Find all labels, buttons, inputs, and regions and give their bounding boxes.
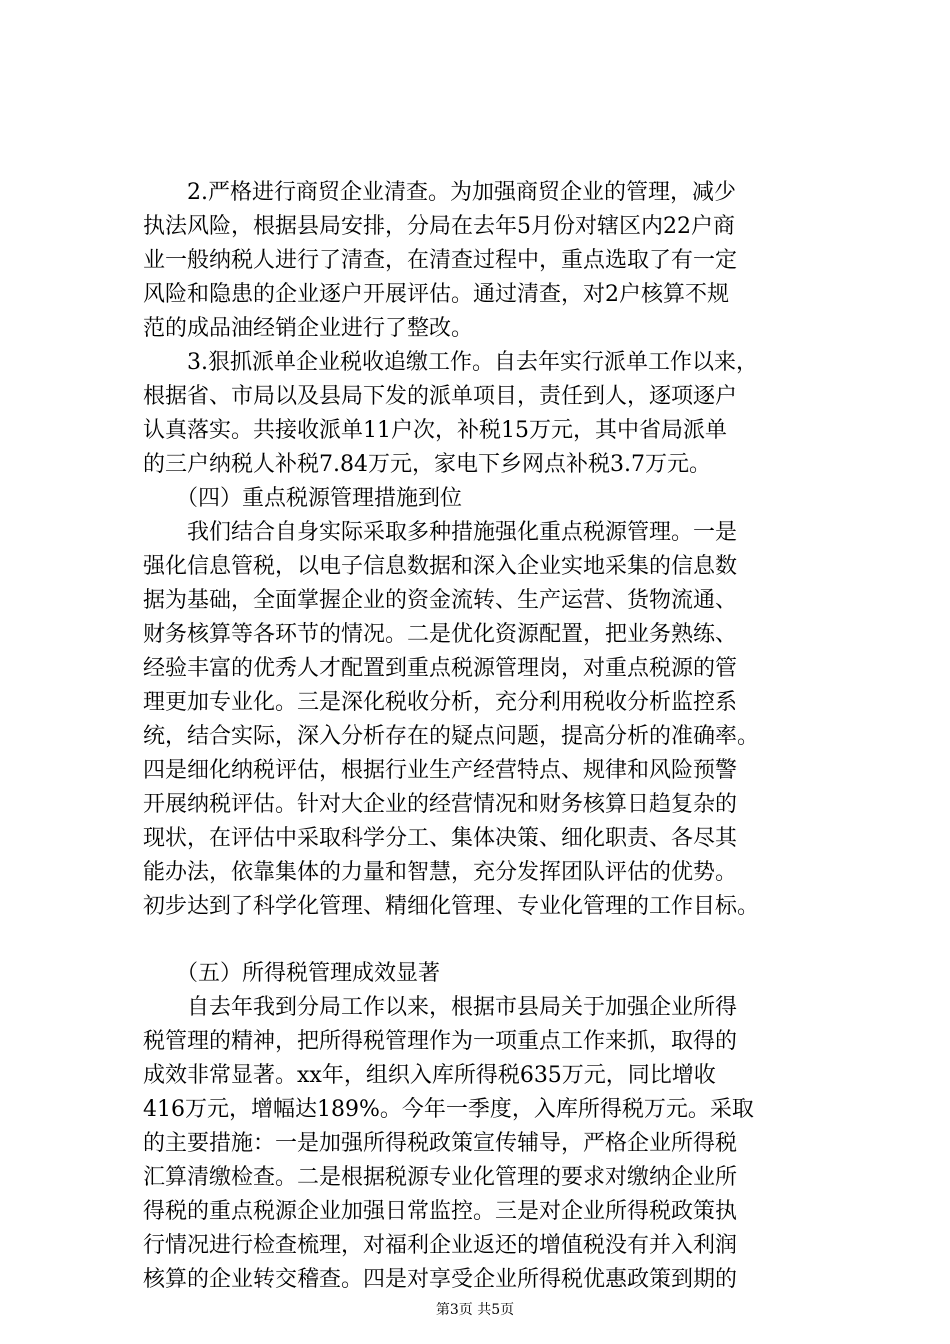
text-line: （五）所得税管理成效显著: [143, 961, 441, 986]
text-line: 开展纳税评估。针对大企业的经营情况和财务核算日趋复杂的: [143, 792, 738, 817]
document-body: [143, 176, 849, 1297]
text-line: 自去年我到分局工作以来，根据市县局关于加强企业所得: [143, 995, 738, 1020]
text-line: 能办法，依靠集体的力量和智慧，充分发挥团队评估的优势。: [143, 860, 738, 885]
text-line: 强化信息管税，以电子信息数据和深入企业实地采集的信息数: [143, 554, 738, 579]
text-line: 税管理的精神，把所得税管理作为一项重点工作来抓，取得的: [143, 1029, 738, 1054]
text-line: 现状，在评估中采取科学分工、集体决策、细化职责、各尽其: [143, 826, 738, 851]
text-line: 的三户纳税人补税7.84万元，家电下乡网点补税3.7万元。: [143, 452, 711, 477]
text-line: 四是细化纳税评估，根据行业生产经营特点、规律和风险预警: [143, 758, 738, 783]
text-line: 得税的重点税源企业加强日常监控。三是对企业所得税政策执: [143, 1199, 738, 1224]
text-line: 我们结合自身实际采取多种措施强化重点税源管理。一是: [143, 520, 738, 545]
page-footer: 第3页 共5页: [435, 1302, 515, 1318]
text-line: 经验丰富的优秀人才配置到重点税源管理岗，对重点税源的管: [143, 656, 738, 681]
text-line: 初步达到了科学化管理、精细化管理、专业化管理的工作目标。: [143, 894, 760, 919]
text-line: 行情况进行检查梳理，对福利企业返还的增值税没有并入利润: [143, 1233, 738, 1258]
text-line: 2.严格进行商贸企业清查。为加强商贸企业的管理，减少: [143, 180, 736, 205]
text-line: 416万元，增幅达189%。今年一季度，入库所得税万元。采取: [143, 1097, 754, 1122]
text-line: 核算的企业转交稽查。四是对享受企业所得税优惠政策到期的: [143, 1267, 738, 1292]
text-line: 成效非常显著。xx年，组织入库所得税635万元，同比增收: [143, 1063, 716, 1088]
text-line: 财务核算等各环节的情况。二是优化资源配置，把业务熟练、: [143, 622, 738, 647]
text-line: 据为基础，全面掌握企业的资金流转、生产运营、货物流通、: [143, 588, 738, 613]
text-line: 的主要措施：一是加强所得税政策宣传辅导，严格企业所得税: [143, 1131, 738, 1156]
text-line: 业一般纳税人进行了清查，在清查过程中，重点选取了有一定: [143, 248, 738, 273]
text-line: 认真落实。共接收派单11户次，补税15万元，其中省局派单: [143, 418, 727, 443]
text-line: 范的成品油经销企业进行了整改。: [143, 316, 474, 341]
text-line: 统，结合实际，深入分析存在的疑点问题，提高分析的准确率。: [143, 724, 760, 749]
text-line: 3.狠抓派单企业税收追缴工作。自去年实行派单工作以来，: [143, 350, 758, 375]
text-line: 汇算清缴检查。二是根据税源专业化管理的要求对缴纳企业所: [143, 1165, 738, 1190]
text-line: 执法风险，根据县局安排，分局在去年5月份对辖区内22户商: [143, 214, 735, 239]
text-line: 理更加专业化。三是深化税收分析，充分利用税收分析监控系: [143, 690, 738, 715]
paragraph-spacer: [143, 924, 849, 957]
text-line: 风险和隐患的企业逐户开展评估。通过清查，对2户核算不规: [143, 282, 729, 307]
text-line: 根据省、市局以及县局下发的派单项目，责任到人，逐项逐户: [143, 384, 738, 409]
text-line: （四）重点税源管理措施到位: [143, 486, 463, 511]
